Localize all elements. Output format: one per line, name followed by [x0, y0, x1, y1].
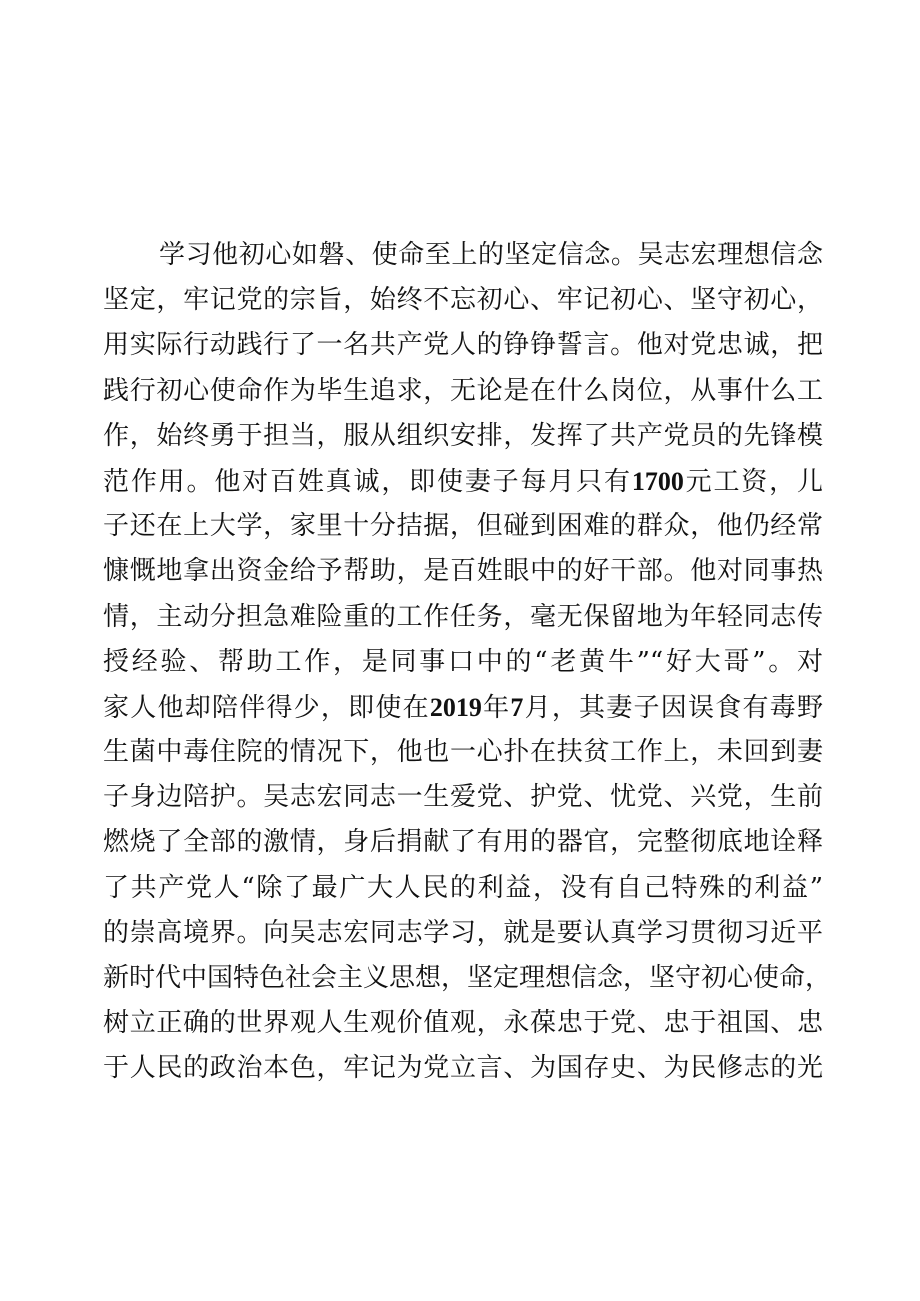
- text-line: [103, 911, 823, 956]
- text-line: [103, 730, 823, 775]
- text-line: [103, 640, 823, 685]
- text-line: [103, 1046, 823, 1091]
- text-run: 燃烧了全部的激情，身后捐献了有用的器官，完整彻底地诠释: [103, 827, 823, 858]
- text-run: 树立正确的世界观人生观价值观，永葆忠于党、忠于祖国、忠: [103, 1008, 823, 1039]
- text-run: 子身边陪护。吴志宏同志一生爱党、护党、忧党、兴党，生前: [103, 782, 823, 813]
- text-run: 学习他初心如磐、使命至上的坚定信念。吴志宏理想信念: [159, 240, 823, 270]
- text-line: [103, 278, 823, 323]
- text-line: [103, 369, 823, 414]
- text-line: [103, 956, 832, 1001]
- text-run: 年: [481, 692, 511, 723]
- text-run: 的崇高境界。向吴志宏同志学习，就是要认真学习贯彻习近平: [103, 917, 823, 948]
- text-line: [103, 820, 823, 865]
- text-line: [103, 866, 823, 911]
- text-run: 范作用。他对百姓真诚，即使妻子每月只有: [103, 466, 632, 497]
- text-run: 践行初心使命作为毕生追求，无论是在什么岗位，从事什么工: [103, 375, 823, 406]
- text-line: [103, 685, 823, 730]
- text-line: [103, 233, 823, 278]
- number-text: 1700: [631, 466, 684, 496]
- text-line: [103, 595, 823, 640]
- number-text: 2019: [429, 692, 482, 722]
- text-line: [103, 775, 823, 820]
- text-line: [103, 549, 823, 594]
- text-line: [103, 1001, 823, 1046]
- text-run: 月，其妻子因误食有毒野: [523, 692, 823, 723]
- text-run: 情，主动分担急难险重的工作任务，毫无保留地为年轻同志传: [103, 601, 823, 632]
- text-run: 新时代中国特色社会主义思想，坚定理想信念，坚守初心使命，: [103, 963, 832, 993]
- body-paragraph: [103, 233, 832, 1092]
- number-text: 7: [510, 692, 524, 722]
- text-run: 授经验、帮助工作，是同事口中的“老黄牛”“好大哥”。对: [103, 646, 823, 677]
- text-run: 慷慨地拿出资金给予帮助，是百姓眼中的好干部。他对同事热: [103, 556, 823, 587]
- text-line: [103, 414, 823, 459]
- text-run: 元工资，儿: [683, 466, 823, 497]
- text-run: 坚定，牢记党的宗旨，始终不忘初心、牢记初心、坚守初心，: [103, 285, 823, 316]
- text-run: 作，始终勇于担当，服从组织安排，发挥了共产党员的先锋模: [103, 420, 823, 451]
- text-line: [103, 459, 823, 504]
- text-line: [103, 323, 823, 368]
- text-line: [103, 504, 823, 549]
- text-run: 了共产党人“除了最广大人民的利益，没有自己特殊的利益”: [103, 872, 823, 903]
- text-run: 子还在上大学，家里十分拮据，但碰到困难的群众，他仍经常: [103, 511, 823, 542]
- text-run: 于人民的政治本色，牢记为党立言、为国存史、为民修志的光: [103, 1053, 823, 1084]
- text-run: 生菌中毒住院的情况下，他也一心扑在扶贫工作上，未回到妻: [103, 737, 823, 768]
- text-run: 用实际行动践行了一名共产党人的铮铮誓言。他对党忠诚，把: [103, 330, 823, 361]
- text-run: 家人他却陪伴得少，即使在: [103, 692, 430, 723]
